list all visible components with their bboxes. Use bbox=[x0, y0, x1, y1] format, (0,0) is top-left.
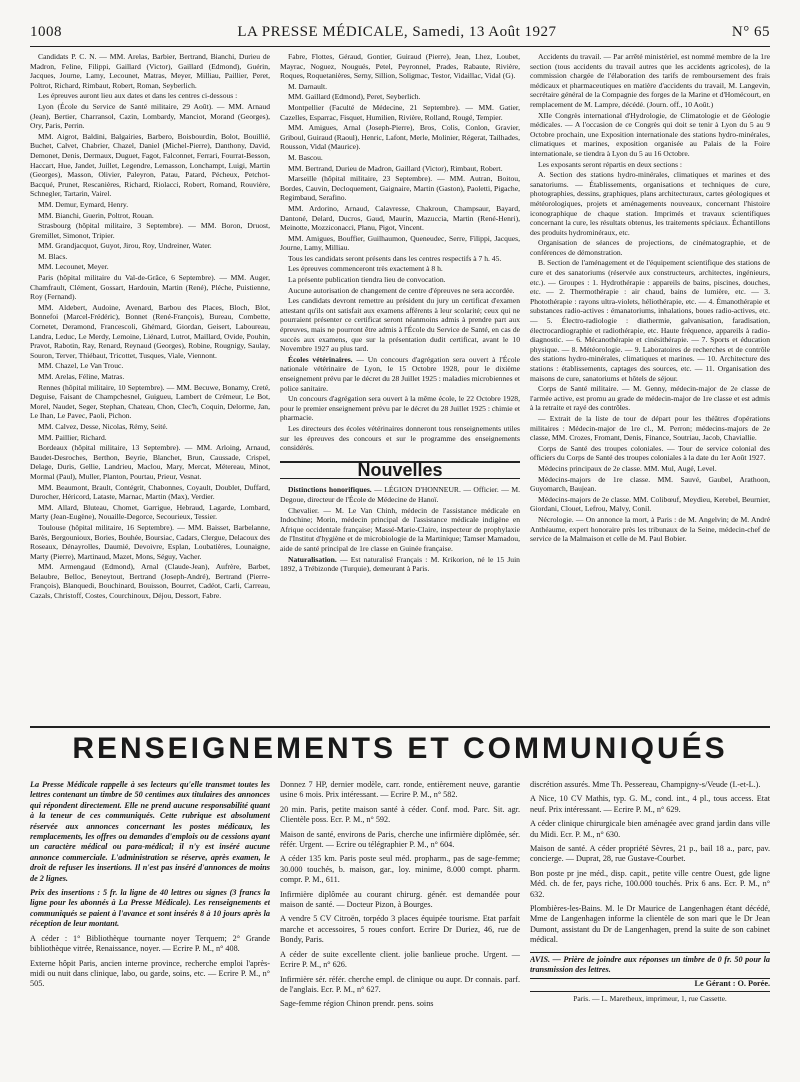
column-paragraph: Médecins-majors de 1re classe. MM. Sauvé, Gaubel, Arathoon, Guyomarch, Baujean. bbox=[530, 474, 770, 494]
column-paragraph: Montpellier (Faculté de Médecine, 21 Septembre). — MM. Gatier, Cazelles, Esparrac, Fisquet, Humilien, Rivière, Rolland, Rougé, Tempier. bbox=[280, 102, 520, 122]
column-paragraph: M. Darnault. bbox=[288, 81, 328, 91]
classified-ad: discrétion assurés. Mme Th. Pessereau, Champigny-s/Veude (I.-et-L.). bbox=[530, 780, 761, 789]
classified-ad: A céder de suite excellente client. jolie banlieue proche. Urgent. — Ecrire P. M., n° 626. bbox=[280, 949, 520, 970]
column-paragraph: MM. Aldebert, Audoine, Avenard, Barbou des Places, Bloch, Blot, Bonnefoi (Marcel-Frédéric), Bonnet (René-François), Bureau, Combette, Cornetet, Deramond, Francescoli, Ghémard, Giordan, Geisert, Laboureau, Landra, Leduc, Le Merdy, Lemoine, Liénard, Lutrot, Maillard, Ovide, Pouhin, Pravot, Rabotin, Ray, Renard, Reynaud (Georges), Robine, Rougnigy, Saulay, Souron, Terver, Thiébaut, Tricottet, Tusques, Viale, Viennont. bbox=[30, 302, 270, 360]
column-paragraph: MM. Allard, Bluteau, Chomet, Garrigue, Hebraud, Lagarde, Lombard, Marty (Jean-Eugène), Nouaille-Degorce, Secourieux, Tessier. bbox=[30, 502, 270, 522]
page-header bbox=[30, 20, 770, 44]
classified-ad: Maison de santé. A céder propriété Sèvres, 21 p., bail 18 a., parc, pav. concierge. — Duprat, 28, rue Gustave-Courbet. bbox=[530, 844, 770, 864]
column-paragraph: Fabre, Flottes, Géraud, Gontier, Guiraud (Pierre), Jean, Lhez, Loubet, Mayrac, Noguez, Nougués, Petel, Peyronnel, Prades, Rabaute, Rivière, Roques, Roquetanières, Serny, Sillion, Soligmac, Testor, Vidaillac, Vidal (G). bbox=[280, 52, 520, 81]
column-paragraph: MM. Ardorino, Arnaud, Calavresse, Chakroun, Champsaur, Bayard, Dantoné, Delard, Ducros, Gaud, Maurin, Mazuccia, Martin (René-Henri), Meinotte, Mozziconacci, Planu, Pigot, Vincent. bbox=[280, 203, 520, 233]
ads-column-1 bbox=[30, 780, 270, 1070]
column-paragraph: MM. Chazel, Le Van Trouc. bbox=[38, 361, 124, 371]
printer-line: Paris. — L. Maretheux, imprimeur, 1, rue Cassette. bbox=[530, 991, 770, 1004]
column-2-main bbox=[280, 52, 520, 354]
column-paragraph: Corps de Santé militaire. — M. Genny, médecin-major de 2e classe de l'armée active, est promu au grade de médecin-major de 1re classe et est admis à la retraite et rayé des contrôles. bbox=[530, 384, 770, 413]
column-paragraph: Toulouse (hôpital militaire, 16 Septembre). — MM. Baisset, Barbelanne, Barès, Bergounioux, Bories, Bouhée, Boursiac, Cadars, Clergue, Delacoux des Roseaux, Dénayrolles, Daumié, Devoivre, Esplan, Loubatières, Lounaigne, Marty (Pierre), Martinaud, Mazet, Mons, Séguy, Vacher. bbox=[30, 522, 270, 561]
column-paragraph: M. Bascou. bbox=[288, 152, 323, 162]
column-paragraph: MM. Bianchi, Guerin, Poltrot, Rouan. bbox=[38, 210, 154, 220]
distinctions-text: — LÉGION D'HONNEUR. — Officier. — M. Degoue, directeur de l'École de Médecine de Hanoï. bbox=[280, 485, 520, 504]
issue-number: N° 65 bbox=[731, 23, 770, 40]
bottom-columns bbox=[30, 780, 770, 1070]
column-paragraph: Candidats P. C. N. — MM. Arelas, Barbier, Bertrand, Bianchi, Durieu de Madron, Feline, Filippi, Gaillard (Victor), Gaillard (Edmond), Guérin, Jacques, Journe, Lamy, Lecounet, Matras, Meyer, Milliau, Paillier, Peret, Poltrot, Richard, Rimbaut, Robert, Roman, Seyberlich. bbox=[30, 52, 270, 90]
column-paragraph: MM. Lecounet, Meyer. bbox=[38, 262, 109, 272]
classified-ad: A vendre 5 CV Citroën, torpédo 3 places équipée tourisme. Etat parfait marche et accessoires, 5 roues confort. Ecrire Dr Duriez, 46, rue de Bondy, Paris. bbox=[280, 914, 520, 945]
column-paragraph: MM. Calvez, Desse, Nicolas, Rémy, Seité. bbox=[38, 421, 168, 431]
column-paragraph: MM. Paillier, Richard. bbox=[38, 432, 107, 442]
column-paragraph: MM. Amigues, Bouffier, Guilhaumon, Queneudec, Serre, Filippi, Jacques, Journe, Lamy, Milliau. bbox=[280, 233, 520, 253]
classified-ad: Externe hôpit Paris, ancien interne province, recherche emploi l'après-midi ou nuit dans clinique, labo, ou garde, soins, etc. — Ecrire P. M., n° 505. bbox=[30, 958, 270, 989]
column-paragraph: Médecins principaux de 2e classe. MM. Mul, Augé, Level. bbox=[538, 463, 717, 473]
column-paragraph: Marseille (hôpital militaire, 23 Septembre). — MM. Autran, Boitou, Bordes, Cauvin, Decloquement, Gaignaire, Martin (Gaston), Paoletti, Pigache, Regimbaud, Serafino. bbox=[280, 174, 520, 203]
column-paragraph: MM. Demur, Eymard, Henry. bbox=[38, 199, 129, 209]
ads-intro: La Presse Médicale rappelle à ses lecteurs qu'elle transmet toutes les lettres contenant un timbre de 50 centimes aux titulaires des annonces qui répondent directement. Elle ne prend aucune responsabilité quant à la teneur de ces communiqués. Cette rubrique est absolument réservée aux annonces concernant les postes médicaux, les remplacements, les offres ou demandes d'emplois ou de cessions ayant un caractère médical ou para-médical; il n'y est inséré aucune annonce commerciale. L'administration se réserve, après examen, le droit de refuser les insertions. Il n'est pas inséré d'annonces de moins de 2 lignes. bbox=[30, 780, 270, 883]
column-paragraph: Médecins-majors de 2e classe. MM. Colibœuf, Meydieu, Kerebel, Beurnier, Giordani, Clouet, Lefrou, Malvy, Conil. bbox=[530, 494, 770, 514]
naturalisation-head: Naturalisation. bbox=[288, 554, 337, 564]
column-paragraph: Organisation de séances de projections, de cinématographie, et de conférences de démonstration. bbox=[530, 238, 770, 257]
classified-ad: Infirmière diplômée au courant chirurg. génér. est demandée pour maison de santé. — Docteur Pizon, à Bourges. bbox=[280, 889, 520, 910]
distinctions-head: Distinctions honorifiques. bbox=[288, 485, 372, 495]
ads-prices: Prix des insertions : 5 fr. la ligne de 40 lettres ou signes (3 francs la ligne pour les abonnés à La Presse Médicale). Les renseignements et communiqués se paient à l'avance et sont insérés 8 à 10 jours après la réception de leur montant. bbox=[30, 888, 270, 929]
ads-list-3 bbox=[530, 780, 770, 946]
column-paragraph: MM. Beaumont, Brault, Contégrit, Chabonnes, Coyault, Doublet, Duffard, Durocher, Héricord, Lataste, Marnac, Martin (Max), Verdier. bbox=[30, 482, 270, 502]
column-paragraph: Aucune autorisation de changement de centre d'épreuves ne sera accordée. bbox=[288, 285, 515, 295]
classified-ad: A Nice, 10 CV Mathis, typ. G. M., cond. int., 4 pl., tous access. Etat neuf. Prix intéressant. — Ecrire P. M., n° 629. bbox=[530, 794, 770, 814]
classified-ad: Sage-femme région Chinon prendr. pens. soins bbox=[280, 999, 434, 1009]
column-paragraph: Les exposants seront répartis en deux sections : bbox=[538, 159, 683, 169]
column-paragraph: Les épreuves auront lieu aux dates et dans les centres ci-dessous : bbox=[38, 91, 238, 101]
column-paragraph: MM. Arelas, Féline, Matras. bbox=[38, 372, 125, 381]
classified-ad: Infirmière sér. référ. cherche empl. de clinique ou aupr. Dr connais. parf. de l'anglais. Ecr. P. M., n° 627. bbox=[280, 974, 520, 994]
section-rule bbox=[30, 726, 770, 728]
column-paragraph: MM. Bertrand, Durieu de Madron, Gaillard (Victor), Rimbaut, Robert. bbox=[288, 163, 503, 173]
veterinary-head: Écoles vétérinaires. bbox=[288, 354, 353, 364]
column-paragraph: MM. Gaillard (Edmond), Peret, Seyberlich. bbox=[288, 92, 421, 102]
column-1 bbox=[30, 52, 270, 722]
header-rule bbox=[30, 46, 770, 47]
ads-list-1 bbox=[30, 934, 270, 990]
column-paragraph: Nécrologie. — On annonce la mort, à Paris : de M. Angelvin; de M. André Anthéaume, expert honoraire près les tribunaux de la Seine, médecin-chef de service de la Malmaison et celle de M. Paul Bobier. bbox=[530, 514, 770, 544]
gerant-signature: Le Gérant : O. Porée. bbox=[694, 978, 770, 988]
column-paragraph: Paris (hôpital militaire du Val-de-Grâce, 6 Septembre). — MM. Auger, Chamfrault, Clément, Gossart, Hardouin, Martin (René), Pléche, Puistienne, Roy (Fernand). bbox=[30, 273, 270, 302]
veterinary-text-2: Un concours d'agrégation sera ouvert à la même école, le 22 Octobre 1928, pour le premier enseignement prévu par le décret du 28 Juillet 1925 : chimie et pharmacie. bbox=[280, 394, 520, 423]
column-paragraph: MM. Grandjacquot, Guyot, Jirou, Roy, Undreiner, Water. bbox=[38, 241, 212, 251]
classified-ad: Plombières-les-Bains. M. le Dr Maurice de Langenhagen étant décédé, Mme de Langenhagen informe la clientèle de son mari que le Dr Jean Dumont, assistant du Dr de Langenhagen, prend la suite de son cabinet médical. bbox=[530, 904, 770, 945]
column-paragraph: MM. Amigues, Arnal (Joseph-Pierre), Bros, Colis, Conlon, Gravier, Griboul, Guiraud (Raoul), Henric, Lafont, Merle, Molinier, Régerat, Tailhades, Rousson, Vidal (Maurice). bbox=[280, 123, 520, 152]
classified-ad: 20 min. Paris, petite maison santé à céder. Conf. mod. Parc. Sit. agr. Clientèle poss. Ecr. P. M., n° 592. bbox=[280, 804, 520, 825]
classified-ad: Maison de santé, environs de Paris, cherche une infirmière diplômée, sér. référ. Urgent. — Ecrire ou télégraphier P. M., n° 604. bbox=[280, 829, 520, 850]
journal-title: LA PRESSE MÉDICALE, Samedi, 13 Août 1927 bbox=[237, 23, 557, 40]
nouvelles-heading: Nouvelles bbox=[280, 461, 520, 480]
top-columns bbox=[30, 52, 770, 722]
ads-column-2 bbox=[280, 780, 520, 1070]
column-paragraph: Strasbourg (hôpital militaire, 3 Septembre). — MM. Boron, Druost, Gremillet, Simonot, Tripier. bbox=[30, 221, 270, 240]
column-paragraph: M. Blacs. bbox=[38, 251, 68, 261]
column-paragraph: Les candidats devront remettre au président du jury un certificat d'examen attestant qu'ils ont satisfait aux examens afférents à leur scolarité; ceux qui ne pourraient présenter ce certificat seront néanmoins admis à prendre part aux épreuves, mais ne pourront être admis à l'École du Service de Santé, en cas de succès aux examens, que sur la présentation dudit certificat, avant le 10 Novembre 1927 au plus tard. bbox=[280, 296, 520, 354]
column-paragraph: B. Section de l'aménagement et de l'équipement scientifique des stations de cure et des sanatoriums (réservée aux constructeurs, architectes, ingénieurs, etc.). — Groupes : 1. Hydrothérapie : appareils de bains, piscines, douches, etc. — 2. Thermothérapie : air chaud, bains de lumière, etc. — 3. Photothérapie : rayons ultra-violets, héliothérapie, etc. — 4. Émanothérapie et substances radio-actives : émanatoriums, inhalations, boues radio-actives, etc. — 5. Électro-radiologie : diathermie, galvanisation, faradisation, électrocardiographie et radiothérapie, etc. Haute fréquence, appareils à radio-diagnostic. — 6. Mécanothérapie et cinésithérapie. — 7. Sports et éducation physique. — 8. Météorologie. — 9. Laboratoires de recherches et de contrôle des stations hydro-minérales, climatiques et marines. — 10. Architecture des stations : établissements, captages des sources, etc. — 11. Organisation des maisons de cure, sanatoriums et hôtels de séjour. bbox=[530, 258, 770, 383]
column-paragraph: Rennes (hôpital militaire, 10 Septembre). — MM. Becuwe, Bonamy, Creté, Deguise, Faisant de Champchesnel, Guigueu, Lambert de Crémeur, Le Bot, Morel, Naudet, Seger, Stephan, Chateau, Chon, Clec'h, Coquin, Delorme, Jan, Le Ihan, Le Pavec, Paoli, Pichon. bbox=[30, 382, 270, 421]
column-paragraph: Les épreuves commenceront très exactement à 8 h. bbox=[288, 264, 443, 274]
classified-ad: A céder : 1° Bibliothèque tournante noyer Terquem; 2° Grande bibliothèque vitrée, Renaissance, noyer. — Ecrire P. M., n° 408. bbox=[30, 933, 270, 954]
column-paragraph: MM. Armengaud (Edmond), Arnal (Claude-Jean), Aufrère, Barbet, Belaubre, Belloc, Beneytout, Bertrand (Joseph-André), Bertrand (Pierre-François), Blanquedi, Bouchinard, Bouisson, Bourret, Cadéot, Carli, Carreau, Cazals, Christoff, Costes, Courchinoux, Déjou, Dessort, Fabre. bbox=[30, 562, 270, 601]
column-2 bbox=[280, 52, 520, 722]
avis-notice: AVIS. — Prière de joindre aux réponses un timbre de 0 fr. 50 pour la transmission des lettres. bbox=[530, 952, 770, 979]
column-paragraph: — Extrait de la liste de tour de départ pour les théâtres d'opérations militaires : Médecin-major de 1re cl., M. Perron; médecins-majors de 2e classe, MM. Crozes, Fromant, Denis, Finance, Soutriau, Jacob, Chaviallie. bbox=[530, 413, 770, 443]
veterinary-text: — Un concours d'agrégation sera ouvert à l'École nationale vétérinaire de Lyon, le 15 Octobre 1928, pour le dixième enseignement prévu par le décret du 28 Juillet 1925 : maladies microbiennes et police sanitaire. bbox=[280, 354, 520, 393]
ads-column-3 bbox=[530, 780, 770, 1070]
classified-ad: Bon poste pr jne méd., disp. capit., petite ville centre Ouest, gde ligne Méd. ch. de fer, pays riche, 100.000 touchés. Prix 6 ans. Ecr. P. M., n° 632. bbox=[530, 868, 770, 899]
veterinary-text-3: Les directeurs des écoles vétérinaires donneront tous renseignements utiles sur les épreuves des concours et sur le programme des enseignements considérés. bbox=[280, 423, 520, 453]
column-paragraph: Tous les candidats seront présents dans les centres respectifs à 7 h. 45. bbox=[288, 253, 502, 263]
column-paragraph: MM. Aigrot, Baldini, Balgairies, Barbero, Boisbourdin, Bolot, Bouillié, Buchet, Calvet, Chabrier, Chazel, Daniel (Michel-Pierre), Danthony, David, Demonet, Denis, Dermaux, Duguet, Fagot, Falconnet, Ferrari, Fourrat-Besson, Haccart, Hue, Jandet, Juillet, Legendre, Lemasson, Lonchampt, Luigi, Martin (Georges), Masson, Olivier, Paleyron, Patau, Patard, Pécheux, Petchot-Bacqué, Prunet, Rescanières, Richard, Riolacci, Robert, Romand, Rouvière, Schnegler, Tartarin, Vairel. bbox=[30, 131, 270, 199]
column-paragraph: Corps de Santé des troupes coloniales. — Tour de service colonial des officiers du Corps de Santé des troupes coloniales à la date du 1er Août 1927. bbox=[530, 443, 770, 463]
column-3 bbox=[530, 52, 770, 722]
column-paragraph: XIIe Congrès international d'Hydrologie, de Climatologie et de Géologie médicales. — A l'occasion de ce Congrès qui doit se tenir à Lyon du 5 au 9 Octobre prochain, une Exposition internationale des stations hydro-minérales, climatiques et marines, exposition organisée au Palais de la Foire internationale, se tiendra à Lyon du 5 au 16 Octobre. bbox=[530, 110, 770, 158]
classified-ad: Donnez 7 HP, dernier modèle, carr. ronde, entièrement neuve, garantie usine 6 mois. Prix intéressant. — Ecrire P. M., n° 582. bbox=[280, 780, 520, 800]
distinctions-text-2: Chevalier. — M. Le Van Chinh, médecin de l'assistance médicale en Indochine; Morin, médecin principal de l'assistance médicale indigène en Afrique occidentale française; Massé-Marie-Claire, inspecteur de prophylaxie de l'Institut d'hygiène et de microbiologie de la Martinique; Tamser Mamadou, aide de santé principal de 1re classe en Guinée française. bbox=[280, 505, 520, 553]
naturalisation-text: — Est naturalisé Français : M. Krikorion, né le 15 Juin 1892, à Trébizonde (Turquie), demeurant à Paris. bbox=[280, 554, 520, 574]
column-paragraph: A. Section des stations hydro-minérales, climatiques et marines et des sanatoriums. — Établissements, organisations et techniques de cure, photographies, dessins, graphiques, plans architecturaux, cartes géologiques et météorologiques, projets et aménagements nouveaux, concernant l'histoire iconographique de chaque station. Imprimés et travaux scientifiques concernant la cure, les résultats obtenus, les traitements spéciaux. Échantillons des produits hydrominéraux, etc. bbox=[530, 170, 770, 237]
classified-ad: A céder 135 km. Paris poste seul méd. propharm., pas de sage-femme; 30.000 touchés, b. maison, gar., loy. minime, 8.000 compt. pharm. compr. P. M., 611. bbox=[280, 854, 520, 885]
column-paragraph: Accidents du travail. — Par arrêté ministériel, est nommé membre de la 1re section (tous accidents du travail autres que les accidents agricoles), de la commission chargée de l'élaboration des tarifs de remboursement des frais médicaux et pharmaceutiques en matière d'accidents du travail, M. Langevin, secrétaire général de la Compagnie des forges de la Marine et d'Homécourt, en remplacement de M. Lampre, décédé. (Journ. off., 10 Août.) bbox=[530, 52, 770, 109]
renseignements-title: RENSEIGNEMENTS ET COMMUNIQUÉS bbox=[72, 732, 728, 765]
column-paragraph: Bordeaux (hôpital militaire, 13 Septembre). — MM. Arloing, Arnaud, Baudet-Desroches, Berthon, Beyrie, Blanchet, Brun, Caussade, Crispel, Delage, Duris, Gellie, Landrieu, Maclou, Mary, Mercat, Métereau, Minot, Mormal (Paul), Muller, Planton, Pourtau, Prieur, Vesnat. bbox=[30, 443, 270, 481]
page-number: 1008 bbox=[30, 23, 62, 40]
column-paragraph: La présente publication tiendra lieu de convocation. bbox=[288, 275, 446, 285]
classified-ad: A céder clinique chirurgicale bien aménagée avec grand jardin dans ville du Midi. Ecr. P. M., n° 630. bbox=[530, 819, 770, 839]
column-paragraph: Lyon (École du Service de Santé militaire, 29 Août). — MM. Arnaud (Jean), Bertier, Charransol, Cazin, Lombardy, Manciot, Morand (Georges), Ory, Paris, Perrin. bbox=[30, 101, 270, 131]
